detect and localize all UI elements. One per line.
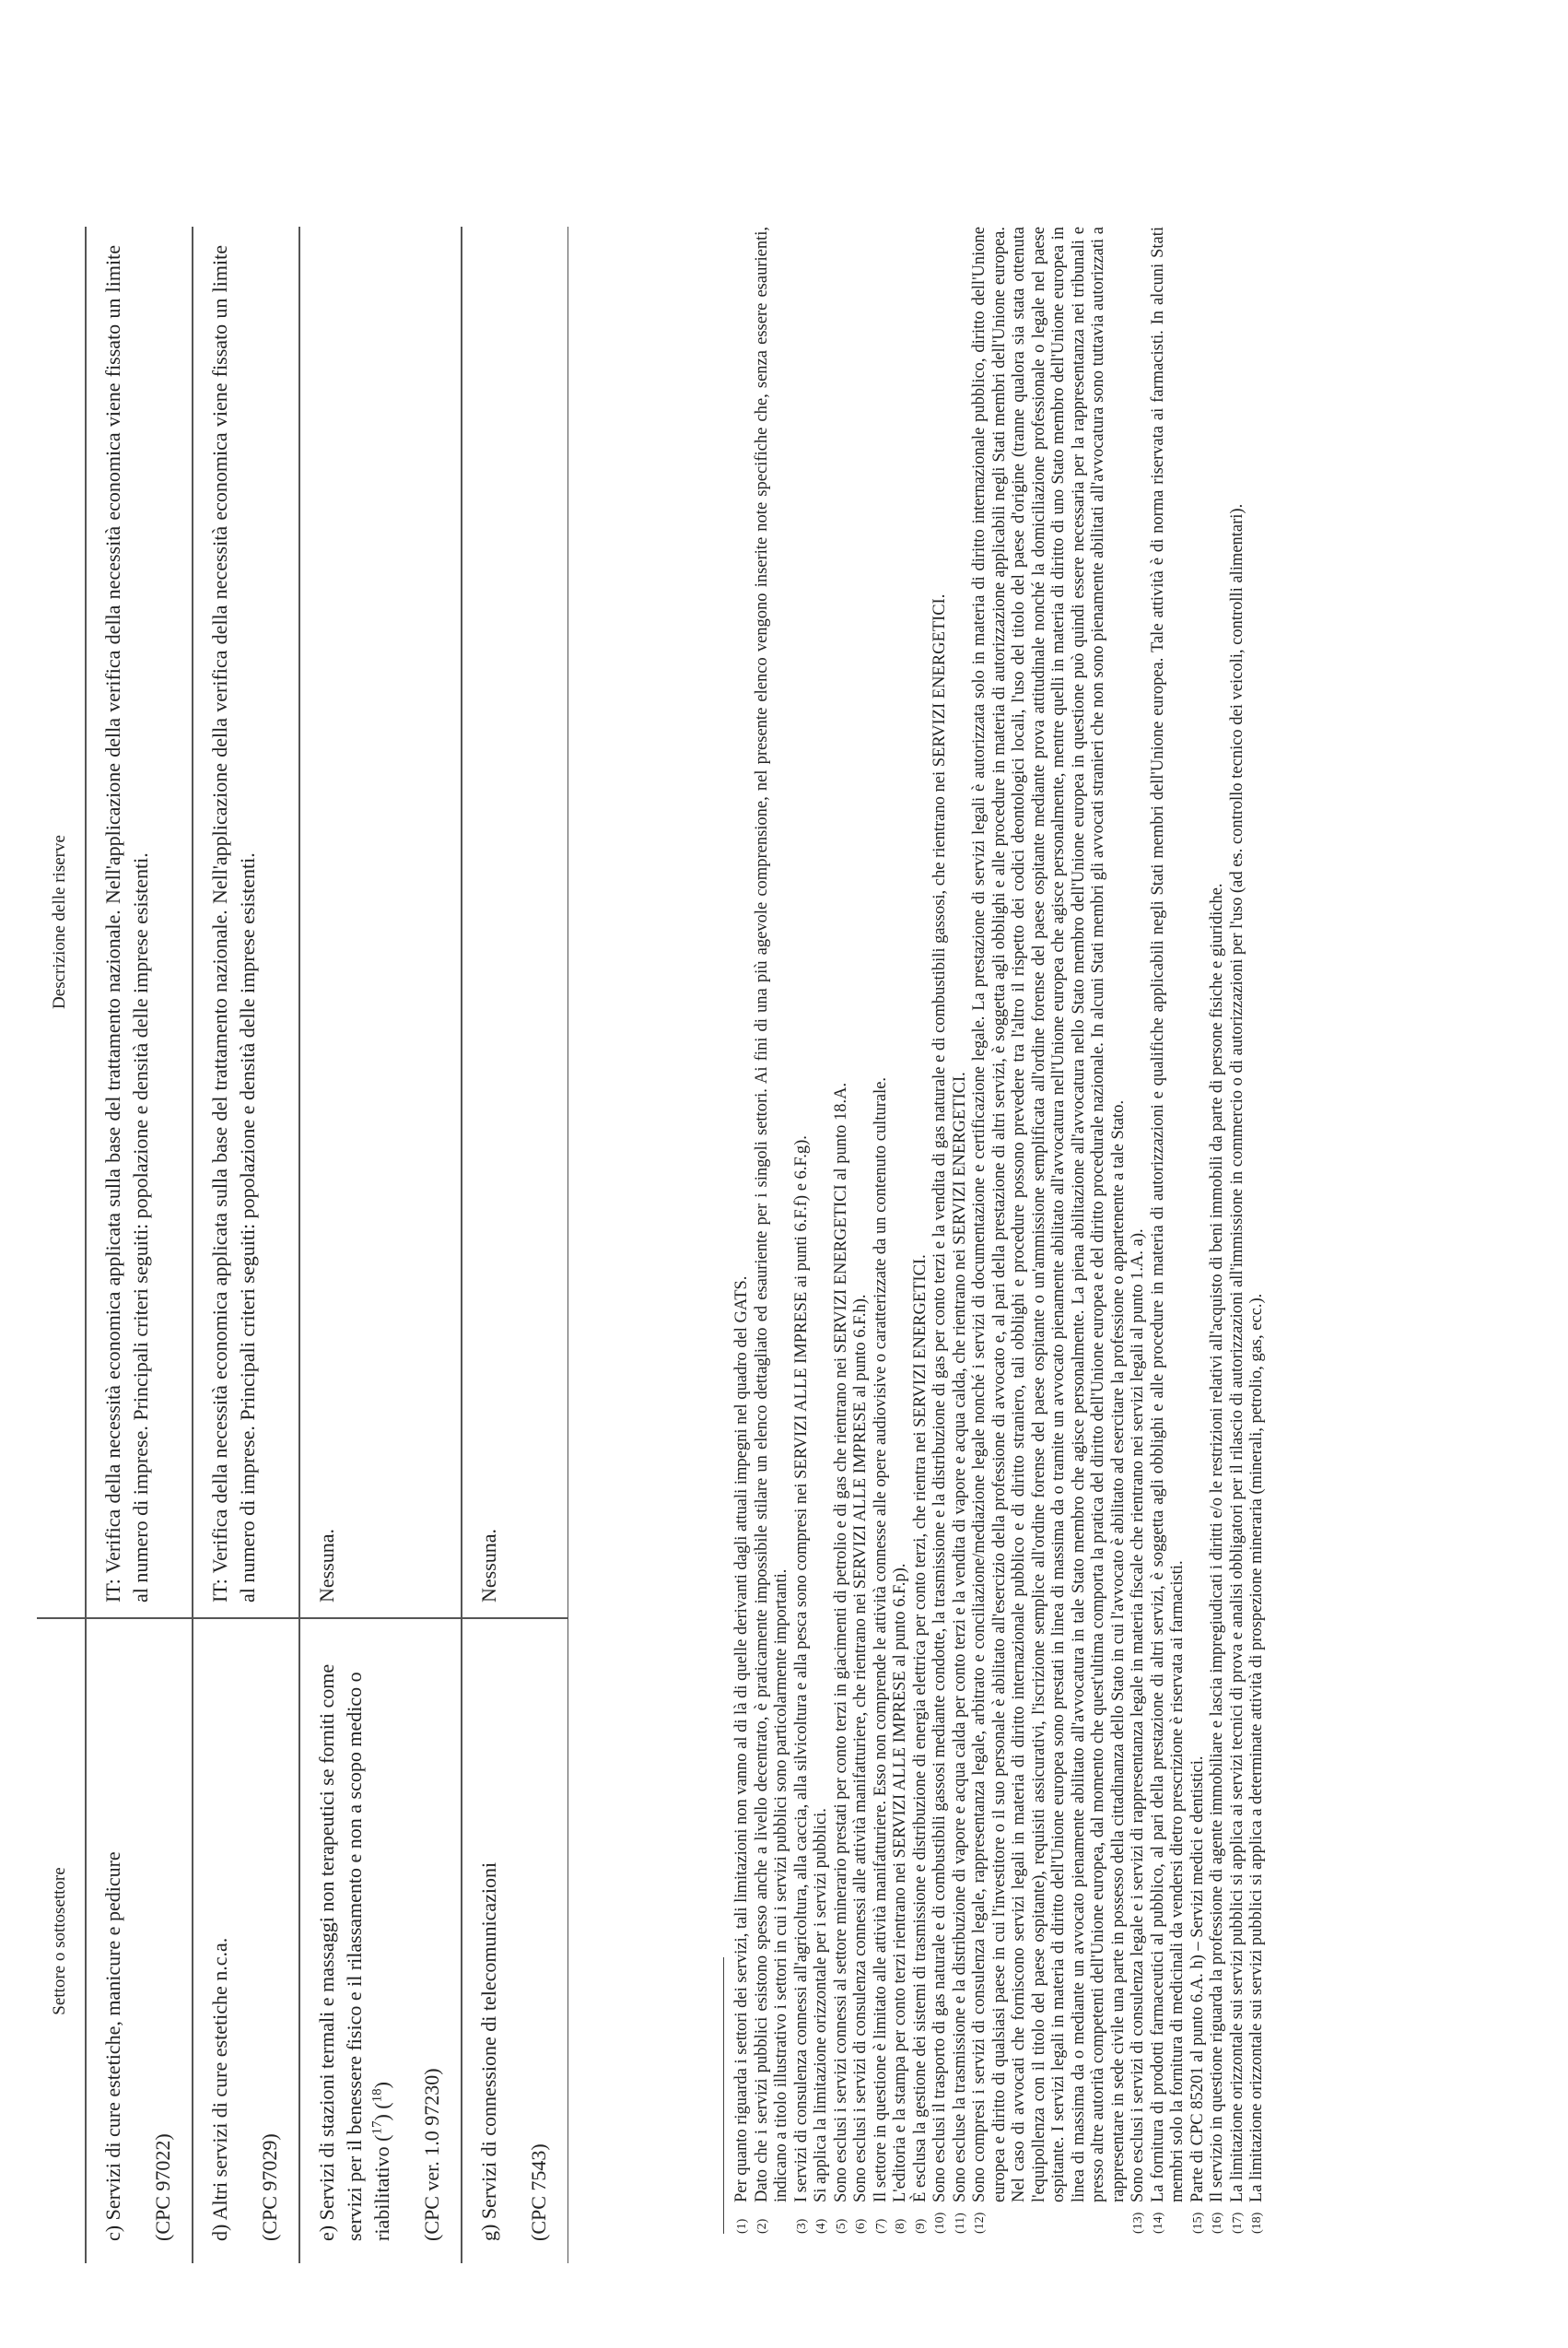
footnote-text: Il servizio in questione riguarda la professione di agente immobiliare e lascia impregiudicati i diritti e/o le restrizioni relativi all'acquisto di beni immobili da parte di persone fisiche e giuridiche. xyxy=(1208,883,1226,2202)
table-header-row xyxy=(37,227,86,2263)
footnote xyxy=(832,227,852,2234)
footnote-number: (2) xyxy=(755,2218,769,2234)
footnote-number: (5) xyxy=(834,2218,848,2234)
description-cell: Nessuna. xyxy=(299,227,462,1618)
footnote-number: (8) xyxy=(894,2218,907,2234)
footnote xyxy=(911,227,931,2234)
footnote-number: (11) xyxy=(953,2213,967,2234)
footnote-text: È esclusa la gestione dei sistemi di trasmissione e distribuzione di energia elettrica per conto terzi, che rientra nei SERVIZI ENERGETICI. xyxy=(910,1254,930,2202)
footnote-text: I servizi di consulenza connessi all'agricoltura, alla caccia, alla silvicoltura e alla pesca sono compresi nei SERVIZI ALLE IMPRESE ai punti 6.F.f) e 6.F.g). xyxy=(791,1135,811,2202)
footnote-ref: 17 xyxy=(369,2120,385,2135)
footnote xyxy=(1228,227,1248,2234)
footnote-text: L'editoria e la stampa per conto terzi rientrano nei SERVIZI ALLE IMPRESE al punto 6.F.p). xyxy=(891,1563,909,2202)
description-cell: IT: Verifica della necessità economica applicata sulla base del trattamento nazionale. Nell'applicazione della verifica della necessità economica viene fissato un limite al numero di imprese. Principali criteri seguiti: popolazione e densità delle imprese esistenti. xyxy=(86,227,193,1618)
cpc-code: (CPC 97029) xyxy=(258,2133,281,2241)
footnote xyxy=(1149,227,1188,2234)
footnote-text: Sono escluse la trasmissione e la distribuzione di vapore e acqua calda per conto terzi e la vendita di vapore e acqua calda, che rientrano nei SERVIZI ENERGETICI. xyxy=(950,1072,969,2202)
table-row xyxy=(299,227,462,2263)
footnote-number: (16) xyxy=(1211,2212,1224,2234)
footnote-number: (17) xyxy=(1230,2212,1245,2234)
footnote-text: Si applica la limitazione orizzontale per i servizi pubblici. xyxy=(812,1808,830,2202)
footnote-text: Sono esclusi i servizi di consulenza legale e i servizi di rappresentanza legale in materia fiscale che rientrano nei servizi legali al punto 1.A. a). xyxy=(1129,1228,1147,2202)
footnote-number: (15) xyxy=(1190,2212,1205,2234)
footnote-number: (10) xyxy=(933,2212,947,2234)
footnote-text: Il settore in questione è limitato alle attività manifatturiere. Esso non comprende le attività connesse alle opere audiovisive o caratterizzate da un contenuto culturale. xyxy=(871,1076,890,2202)
footnote-text: Sono esclusi i servizi connessi al settore minerario prestati per conto terzi in giacimenti di petrolio e di gas che rientrano nei SERVIZI ENERGETICI al punto 18.A. xyxy=(831,1082,850,2202)
footnote-text: Parte di CPC 85201 al punto 6.A. h) – Servizi medici e dentistici. xyxy=(1188,1755,1207,2202)
footnote-number: (14) xyxy=(1151,2212,1165,2234)
footnote xyxy=(970,227,1129,2234)
footnote-number: (4) xyxy=(814,2218,828,2234)
reservations-table xyxy=(37,227,568,2263)
footnote xyxy=(851,227,872,2234)
table-row xyxy=(462,227,568,2263)
footnote-number: (3) xyxy=(794,2218,809,2234)
footnote xyxy=(930,227,951,2234)
footnote-text: Sono compresi i servizi di consulenza legale, rappresentanza legale, arbitrato e conciliazione/mediazione legale nonché i servizi di documentazione e certificazione legale. La prestazione di servizi legali è autorizzata solo in materia di diritto internazionale pubblico, diritto dell'Unione europea e diritto di qualsiasi paese in cui l'investitore o il suo personale è abilitato all'esercizio della professione di avvocato e, al pari della prestazione di altri servizi, è soggetta agli obblighi e alle procedure in materia di autorizzazione applicabili negli Stati membri dell'Unione europea. Nel caso di avvocati che forniscono servizi legali in materia di diritto internazionale pubblico e di diritto straniero, tali obblighi e procedure possono prevedere tra l'altro il rispetto dei codici deontologici locali, l'uso del titolo del paese d'origine (tranne qualora sia stata ottenuta l'equipollenza con il titolo del paese ospitante), requisiti assicurativi, l'iscrizione semplice all'ordine forense del paese ospitante o un'ammissione semplificata all'ordine forense del paese ospitante mediante prova attitudinale nonché la domiciliazione professionale o legale nel paese ospitante. I servizi legali in materia di diritto dell'Unione europea sono prestati in linea di massima da o tramite un avvocato pienamente abilitato all'avvocatura nell'Unione europea che agisce personalmente, mentre quelli in materia di diritto di uno Stato membro dell'Unione europea in linea di massima da o mediante un avvocato pienamente abilitato all'avvocatura in tale Stato membro che agisce personalmente. La piena abilitazione all'avvocatura nello Stato membro dell'Unione europea in questione può quindi essere necessaria per la rappresentanza nei tribunali e presso altre autorità competenti dell'Unione europea, dal momento che quest'ultima comporta la pratica del diritto dell'Unione europea e del diritto procedurale nazionale. In alcuni Stati membri gli avvocati stranieri che non sono pienamente abilitati all'avvocatura sono tuttavia autorizzati a rappresentare in sede civile una parte in possesso della cittadinanza dello Stato in cui l'avvocato è abilitato ad esercitare la professione o appartenente a tale Stato. xyxy=(970,227,1128,2202)
footnote-text: La fornitura di prodotti farmaceutici al pubblico, al pari della prestazione di altri servizi, è soggetta agli obblighi e alle procedure in materia di autorizzazioni e qualifiche applicabili negli Stati membri dell'Unione europea. Tale attività è di norma riservata ai farmacisti. In alcuni Stati membri solo la fornitura di medicinali da vendersi dietro prescrizione è riservata ai farmacisti. xyxy=(1148,227,1187,2202)
table-row xyxy=(193,227,299,2263)
footnote-number: (6) xyxy=(854,2218,868,2234)
sector-name: g) Servizi di connessione di telecomunicazioni xyxy=(477,1861,500,2241)
footnote-number: (1) xyxy=(735,2218,749,2234)
cpc-code: (CPC 7543) xyxy=(527,2143,550,2241)
footnote xyxy=(1208,227,1228,2234)
sector-name: c) Servizi di cure estetiche, manicure e pedicure xyxy=(101,1851,124,2241)
footnote-text: Sono esclusi i servizi di consulenza connessi alle attività manifatturiere, che rientrano nei SERVIZI ALLE IMPRESE al punto 6.F.h). xyxy=(851,1294,870,2202)
footnote xyxy=(1129,227,1149,2234)
footnote-text: Per quanto riguarda i settori dei servizi, tali limitazioni non vanno al di là di quelle derivanti dagli attuali impegni nel quadro del GATS. xyxy=(732,1275,751,2202)
footnote-text: La limitazione orizzontale sui servizi pubblici si applica ai servizi tecnici di prova e analisi obbligatori per il rilascio di autorizzazioni all'immissione in commercio o di autorizzazioni per l'uso (ad es. controllo tecnico dei veicoli, controlli alimentari). xyxy=(1227,503,1246,2202)
footnote-text: La limitazione orizzontale sui servizi pubblici si applica a determinate attività di prospezione mineraria (minerali, petrolio, gas, ecc.). xyxy=(1247,1293,1266,2202)
footnote xyxy=(732,227,753,2234)
sector-name: e) Servizi di stazioni termali e massaggi non terapeutici se forniti come servizi per il benessere fisico e il rilassamento e non a scopo medico o riabilitativo ($^{17}$) ($^{18}$) xyxy=(315,1663,393,2241)
footnote-number: (13) xyxy=(1131,2212,1145,2234)
table-row xyxy=(86,227,193,2263)
footnote-number: (7) xyxy=(873,2218,888,2234)
footnote xyxy=(891,227,911,2234)
footnotes xyxy=(732,227,1268,2234)
footnote xyxy=(812,227,832,2234)
footnote xyxy=(872,227,892,2234)
sector-name: d) Altri servizi di cure estetiche n.c.a. xyxy=(208,1937,231,2241)
column-header-description: Descrizione delle riserve xyxy=(37,227,86,1618)
column-header-sector: Settore o sottosettore xyxy=(37,1618,86,2263)
description-cell: Nessuna. xyxy=(462,227,568,1618)
footnote xyxy=(1188,227,1209,2234)
footnote-number: (12) xyxy=(973,2212,987,2234)
sector-cell xyxy=(193,1618,299,2263)
footnote-text: Sono esclusi il trasporto di gas naturale e di combustibili gassosi mediante condotte, la trasmissione e la distribuzione di gas per conto terzi e la vendita di gas naturale e di combustibili gassosi, che rientrano nei SERVIZI ENERGETICI. xyxy=(930,593,949,2202)
cpc-code: (CPC 97022) xyxy=(151,2133,174,2241)
sector-cell xyxy=(86,1618,193,2263)
footnote-separator xyxy=(723,1957,724,2234)
cpc-code: (CPC ver. 1.0 97230) xyxy=(420,2068,443,2241)
sector-cell xyxy=(299,1618,462,2263)
footnote-number: (9) xyxy=(913,2218,928,2234)
footnote xyxy=(753,227,792,2234)
sector-cell xyxy=(462,1618,568,2263)
footnote xyxy=(951,227,971,2234)
footnote-number: (18) xyxy=(1250,2212,1264,2234)
footnote-ref: 18 xyxy=(369,2088,385,2103)
footnote xyxy=(792,227,813,2234)
footnote xyxy=(1247,227,1268,2234)
footnote-text: Dato che i servizi pubblici esistono spesso anche a livello decentrato, è praticamente impossibile stilare un elenco dettagliato ed esauriente per i singoli settori. Ai fini di una più agevole comprensione, nel presente elenco vengono inserite note specifiche che, senza essere esaurienti, indicano a titolo illustrativo i settori in cui i servizi pubblici sono particolarmente importanti. xyxy=(752,227,790,2202)
description-cell: IT: Verifica della necessità economica applicata sulla base del trattamento nazionale. Nell'applicazione della verifica della necessità economica viene fissato un limite al numero di imprese. Principali criteri seguiti: popolazione e densità delle imprese esistenti. xyxy=(193,227,299,1618)
